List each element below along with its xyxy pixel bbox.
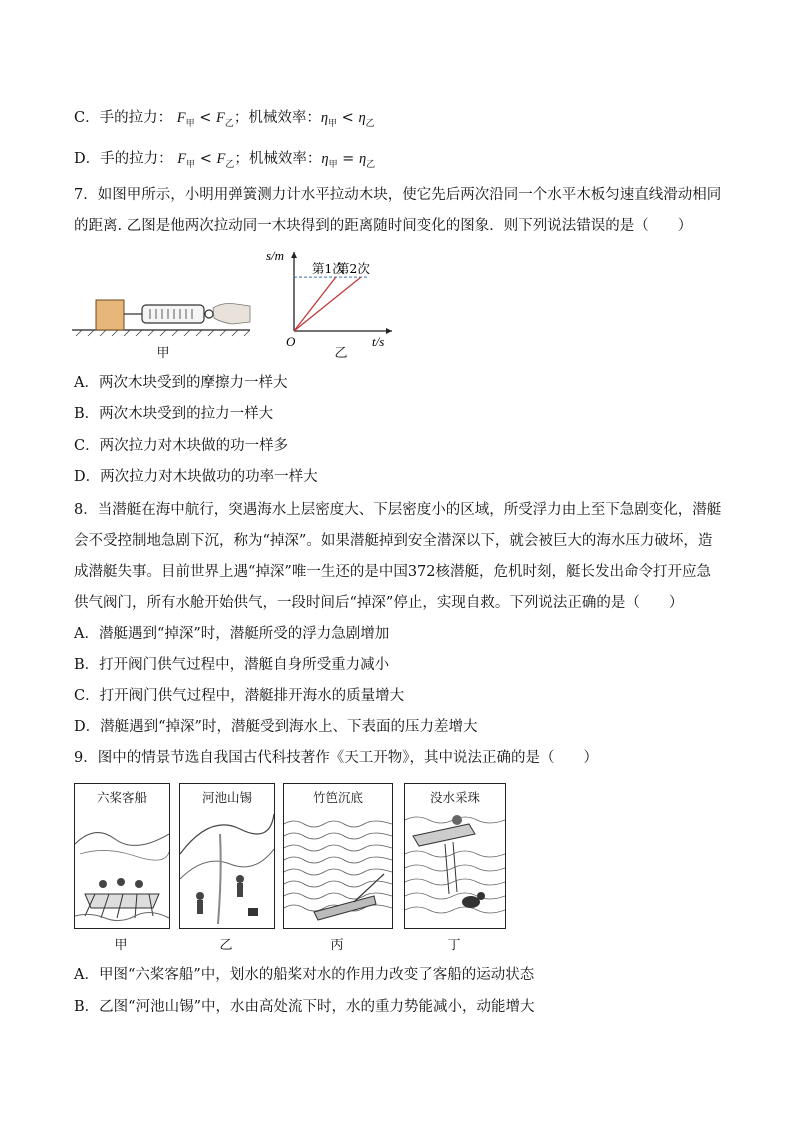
var-eta: η	[358, 151, 367, 167]
block-spring-scale-figure	[72, 290, 257, 340]
origin-label: O	[286, 334, 296, 349]
q9-option-b: B．乙图“河池山锡”中，水由高处流下时，水的重力势能减小，动能增大	[74, 999, 535, 1015]
operator: <	[337, 110, 359, 126]
var-f: F	[216, 151, 226, 167]
option-c-q6	[74, 108, 375, 134]
q7-option-a: A．两次木块受到的摩擦力一样大	[74, 375, 288, 391]
q7-option-b: B．两次木块受到的拉力一样大	[74, 406, 274, 422]
question-7-stem: 7．如图甲所示，小明用弹簧测力计水平拉动木块，使它先后两次沿同一个水平木板匀速直线滑动相同的距离. 乙图是他两次拉动同一木块得到的距离随时间变化的图象．则下列说法错误的是（ ）	[74, 187, 722, 234]
panel-caption-yi: 乙	[219, 938, 233, 953]
panel-caption-jia: 甲	[114, 938, 128, 953]
var-f: F	[176, 110, 186, 126]
x-axis-label: t/s	[372, 334, 385, 349]
panel-title: 没水采珠	[429, 790, 480, 805]
panel-pearl-diving	[404, 783, 506, 929]
distance-time-chart	[262, 246, 402, 356]
y-axis-label: s/m	[266, 248, 285, 263]
subscript: 乙	[225, 159, 235, 170]
var-eta: η	[321, 151, 329, 167]
figure-caption-jia: 甲	[156, 346, 170, 361]
panel-title: 竹笆沉底	[312, 790, 363, 805]
option-text: ；机械效率：	[234, 151, 322, 167]
var-eta: η	[358, 110, 366, 126]
panel-bamboo-sinking	[283, 783, 393, 929]
figure-caption-yi: 乙	[334, 346, 348, 361]
panel-six-oar-boat	[74, 783, 170, 929]
q9-option-a: A．甲图“六桨客船”中，划水的船桨对水的作用力改变了客船的运动状态	[74, 967, 535, 983]
panel-caption-bing: 丙	[330, 938, 344, 953]
option-text: ；机械效率：	[233, 110, 321, 126]
q7-option-d: D．两次拉力对木块做功的功率一样大	[74, 469, 318, 485]
subscript: 甲	[328, 118, 338, 129]
question-8-stem: 8．当潜艇在海中航行，突遇海水上层密度大、下层密度小的区域，所受浮力由上至下急剧变化，潜艇会不受控制地急剧下沉，称为“掉深”。如果潜艇掉到安全潜深以下，就会被巨大的海水压力破坏，造成潜艇失事。目前世界上遇“掉深”唯一生还的是中国372核潜艇，危机时刻，艇长发出命令打开应急供气阀门，所有水舱开始供气，一段时间后“掉深”停止，实现自救。下列说法正确的是（ ）	[74, 502, 722, 611]
operator: <	[195, 151, 217, 167]
subscript: 乙	[366, 159, 376, 170]
var-f: F	[177, 151, 187, 167]
q8-option-b: B．打开阀门供气过程中，潜艇自身所受重力减小	[74, 657, 390, 673]
q8-option-a: A．潜艇遇到“掉深”时，潜艇所受的浮力急剧增加	[74, 626, 390, 642]
q8-option-c: C．打开阀门供气过程中，潜艇排开海水的质量增大	[74, 688, 405, 704]
x-axis-arrow-icon	[386, 328, 392, 334]
subscript: 甲	[186, 159, 196, 170]
var-f: F	[215, 110, 225, 126]
question-9-stem: 9．图中的情景节选自我国古代科技著作《天工开物》，其中说法正确的是（ ）	[74, 750, 598, 766]
q8-option-d: D．潜艇遇到“掉深”时，潜艇受到海水上、下表面的压力差增大	[74, 719, 478, 735]
var-eta: η	[320, 110, 329, 126]
panel-title: 河池山锡	[201, 790, 252, 805]
panel-river-tin-mining	[179, 783, 275, 929]
subscript: 乙	[365, 118, 375, 129]
subscript: 甲	[185, 118, 195, 129]
operator: <	[194, 110, 216, 126]
option-text: C．手的拉力：	[74, 110, 173, 126]
subscript: 乙	[224, 118, 234, 129]
panel-caption-ding: 丁	[447, 938, 461, 953]
operator: =	[337, 151, 359, 167]
series-line-1	[294, 277, 336, 331]
series-label-2: 第2次	[336, 261, 370, 277]
panel-title: 六桨客船	[96, 790, 147, 805]
y-axis-arrow-icon	[291, 252, 297, 258]
q7-option-c: C．两次拉力对木块做的功一样多	[74, 438, 289, 454]
option-d-q6	[74, 149, 375, 175]
option-text: D．手的拉力：	[74, 151, 173, 167]
series-label-1: 第1次	[311, 261, 345, 277]
series-line-2	[294, 277, 361, 331]
subscript: 甲	[328, 159, 338, 170]
